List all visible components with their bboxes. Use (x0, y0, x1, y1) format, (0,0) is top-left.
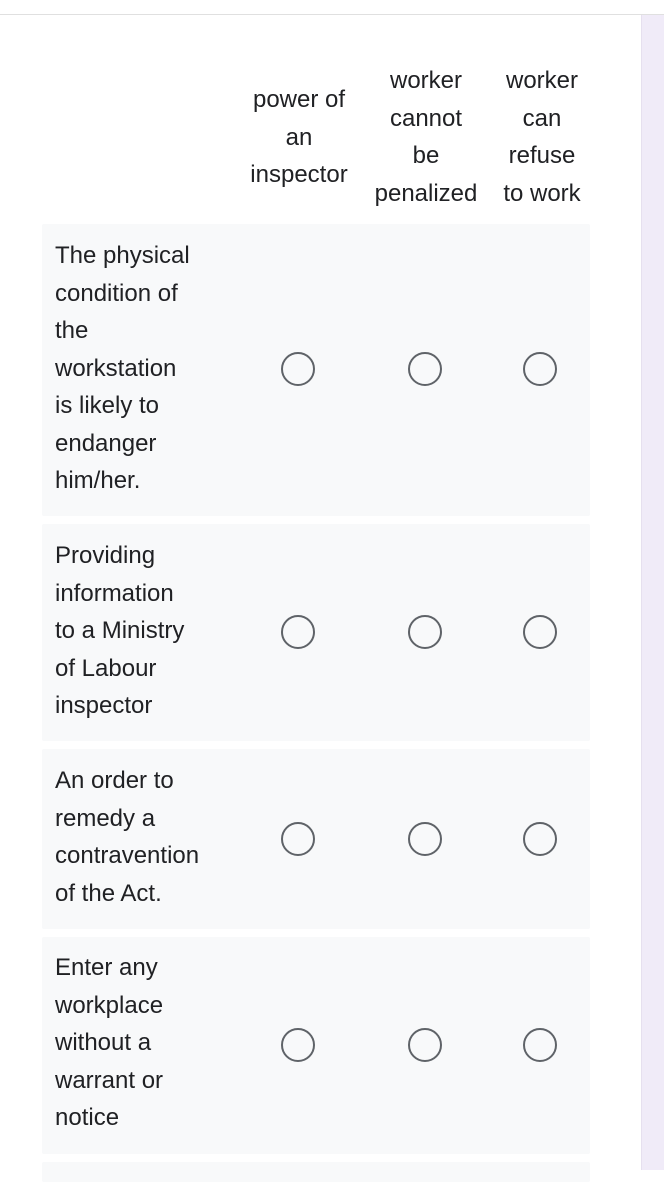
grid-row (42, 937, 590, 1154)
radio-option[interactable] (281, 615, 315, 649)
radio-option[interactable] (281, 352, 315, 386)
row-label: The physical condition of the workstation is likely to endanger him/her. (55, 242, 190, 494)
radio-option[interactable] (523, 822, 557, 856)
radio-option[interactable] (281, 1028, 315, 1062)
radio-option[interactable] (523, 352, 557, 386)
radio-option[interactable] (281, 822, 315, 856)
page-background-strip (641, 15, 664, 1170)
row-label: Providing information to a Ministry of Labour inspector (55, 542, 185, 719)
radio-option[interactable] (408, 615, 442, 649)
row-label: Enter any workplace without a warrant or notice (55, 954, 164, 1131)
column-header-worker-can-refuse-to-work: worker can refuse to work (503, 67, 581, 207)
grid-row (42, 224, 590, 516)
column-header-power-of-an-inspector: power of an inspector (250, 86, 348, 188)
radio-option[interactable] (408, 352, 442, 386)
radio-option[interactable] (523, 615, 557, 649)
grid-row (42, 749, 590, 929)
radio-option[interactable] (523, 1028, 557, 1062)
multiple-choice-grid (0, 15, 641, 1170)
grid-row (42, 524, 590, 741)
radio-option[interactable] (408, 822, 442, 856)
column-header-worker-cannot-be-penalized: worker cannot be penalized (374, 67, 478, 207)
row-label: An order to remedy a contravention of the Act. (55, 767, 200, 907)
grid-row (42, 1162, 590, 1182)
radio-option[interactable] (408, 1028, 442, 1062)
